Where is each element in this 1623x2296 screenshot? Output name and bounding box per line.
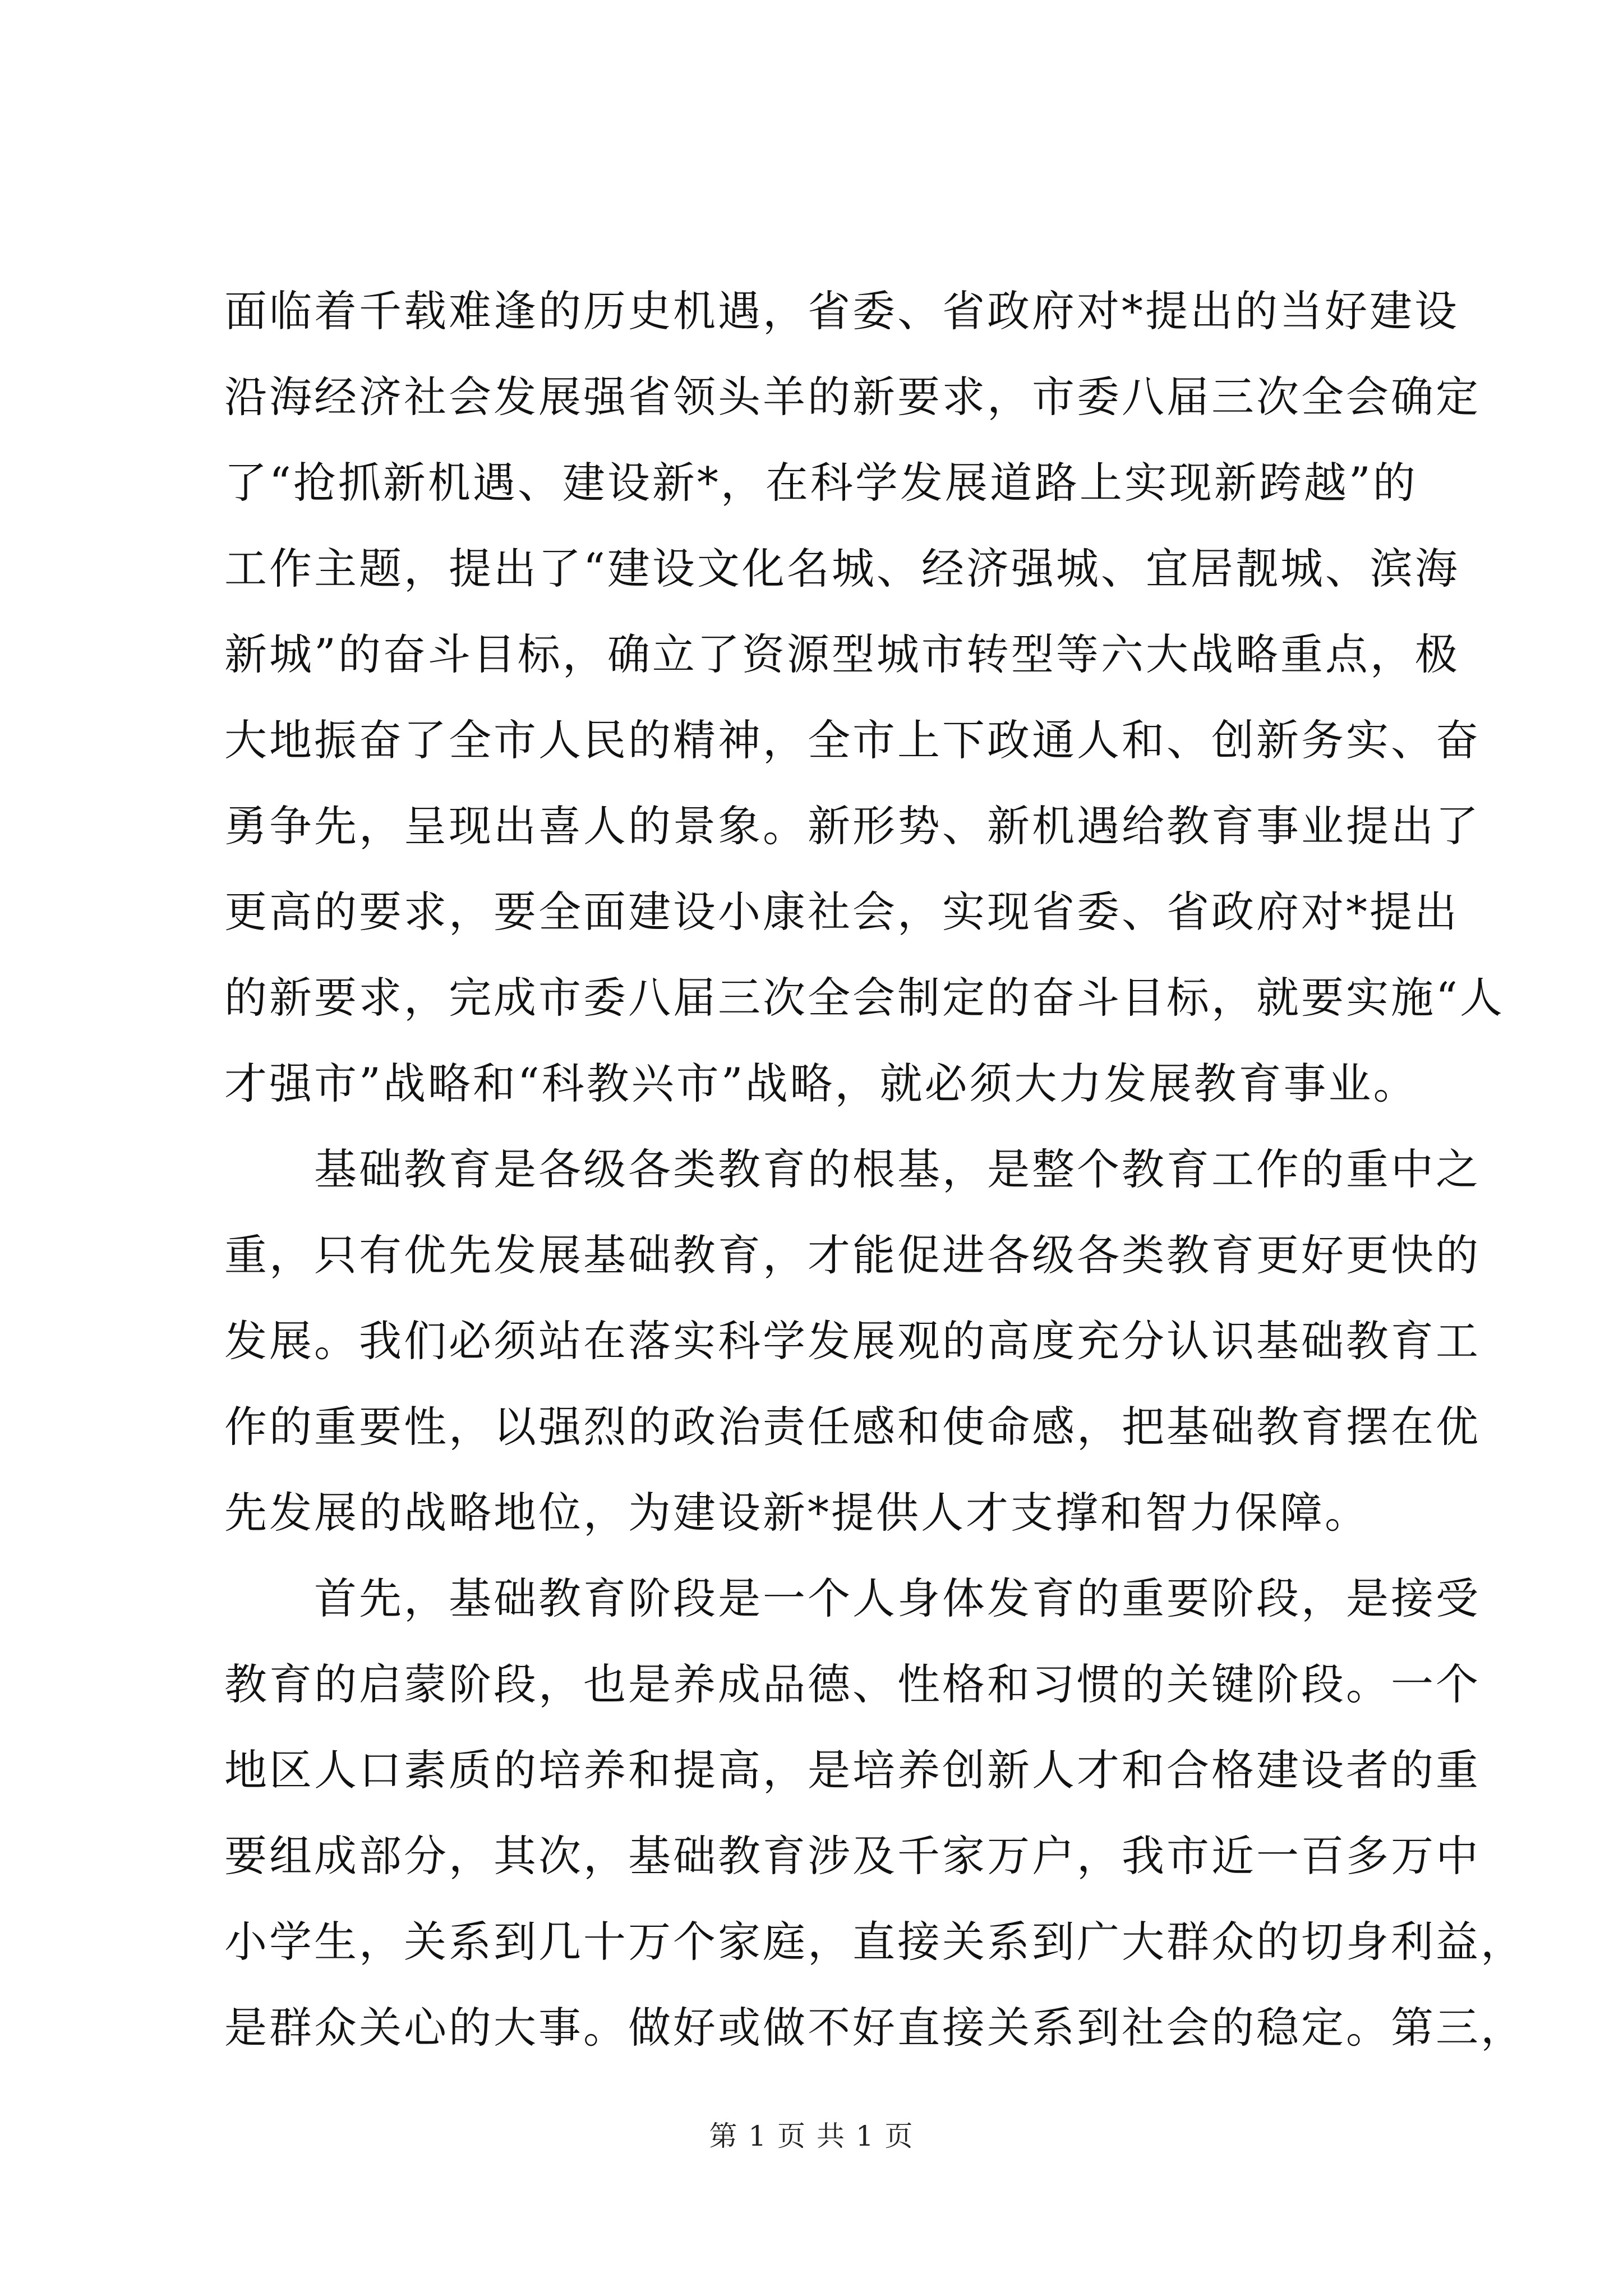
- text-line: 的新要求，完成市委八届三次全会制定的奋斗目标，就要实施“人: [224, 973, 1505, 1023]
- text-line: 重，只有优先发展基础教育，才能促进各级各类教育更好更快的: [224, 1230, 1481, 1280]
- text-line: 要组成部分，其次，基础教育涉及千家万户，我市近一百多万中: [224, 1831, 1481, 1881]
- text-line: 大地振奋了全市人民的精神，全市上下政通人和、创新务实、奋: [224, 715, 1481, 765]
- text-line: 先发展的战略地位，为建设新*提供人才支撑和智力保障。: [224, 1488, 1370, 1538]
- text-line: 沿海经济社会发展强省领头羊的新要求，市委八届三次全会确定: [224, 372, 1481, 422]
- text-line: 更高的要求，要全面建设小康社会，实现省委、省政府对*提出: [224, 887, 1459, 937]
- text-line: 勇争先，呈现出喜人的景象。新形势、新机遇给教育事业提出了: [224, 801, 1481, 851]
- text-line: 发展。我们必须站在落实科学发展观的高度充分认识基础教育工: [224, 1316, 1481, 1366]
- text-line: 地区人口素质的培养和提高，是培养创新人才和合格建设者的重: [224, 1745, 1481, 1795]
- text-line: 是群众关心的大事。做好或做不好直接关系到社会的稳定。第三，: [224, 2003, 1525, 2053]
- page-number-footer: 第 1 页 共 1 页: [709, 2120, 914, 2152]
- document-body: [224, 268, 1525, 2070]
- text-line: 了“抢抓新机遇、建设新*，在科学发展道路上实现新跨越”的: [224, 458, 1418, 508]
- paragraph-first-line: 首先，基础教育阶段是一个人身体发育的重要阶段，是接受: [314, 1573, 1481, 1623]
- text-line: 教育的启蒙阶段，也是养成品德、性格和习惯的关键阶段。一个: [224, 1659, 1481, 1709]
- text-line: 才强市”战略和“科教兴市”战略，就必须大力发展教育事业。: [224, 1059, 1418, 1108]
- text-line: 作的重要性，以强烈的政治责任感和使命感，把基础教育摆在优: [224, 1402, 1481, 1452]
- text-line: 面临着千载难逢的历史机遇，省委、省政府对*提出的当好建设: [224, 286, 1459, 336]
- text-line: 新城”的奋斗目标，确立了资源型城市转型等六大战略重点，极: [224, 629, 1460, 679]
- text-line: 工作主题，提出了“建设文化名城、经济强城、宜居靓城、滨海: [224, 544, 1460, 593]
- paragraph-first-line: 基础教育是各级各类教育的根基，是整个教育工作的重中之: [314, 1144, 1481, 1194]
- text-line: 小学生，关系到几十万个家庭，直接关系到广大群众的切身利益，: [224, 1917, 1525, 1967]
